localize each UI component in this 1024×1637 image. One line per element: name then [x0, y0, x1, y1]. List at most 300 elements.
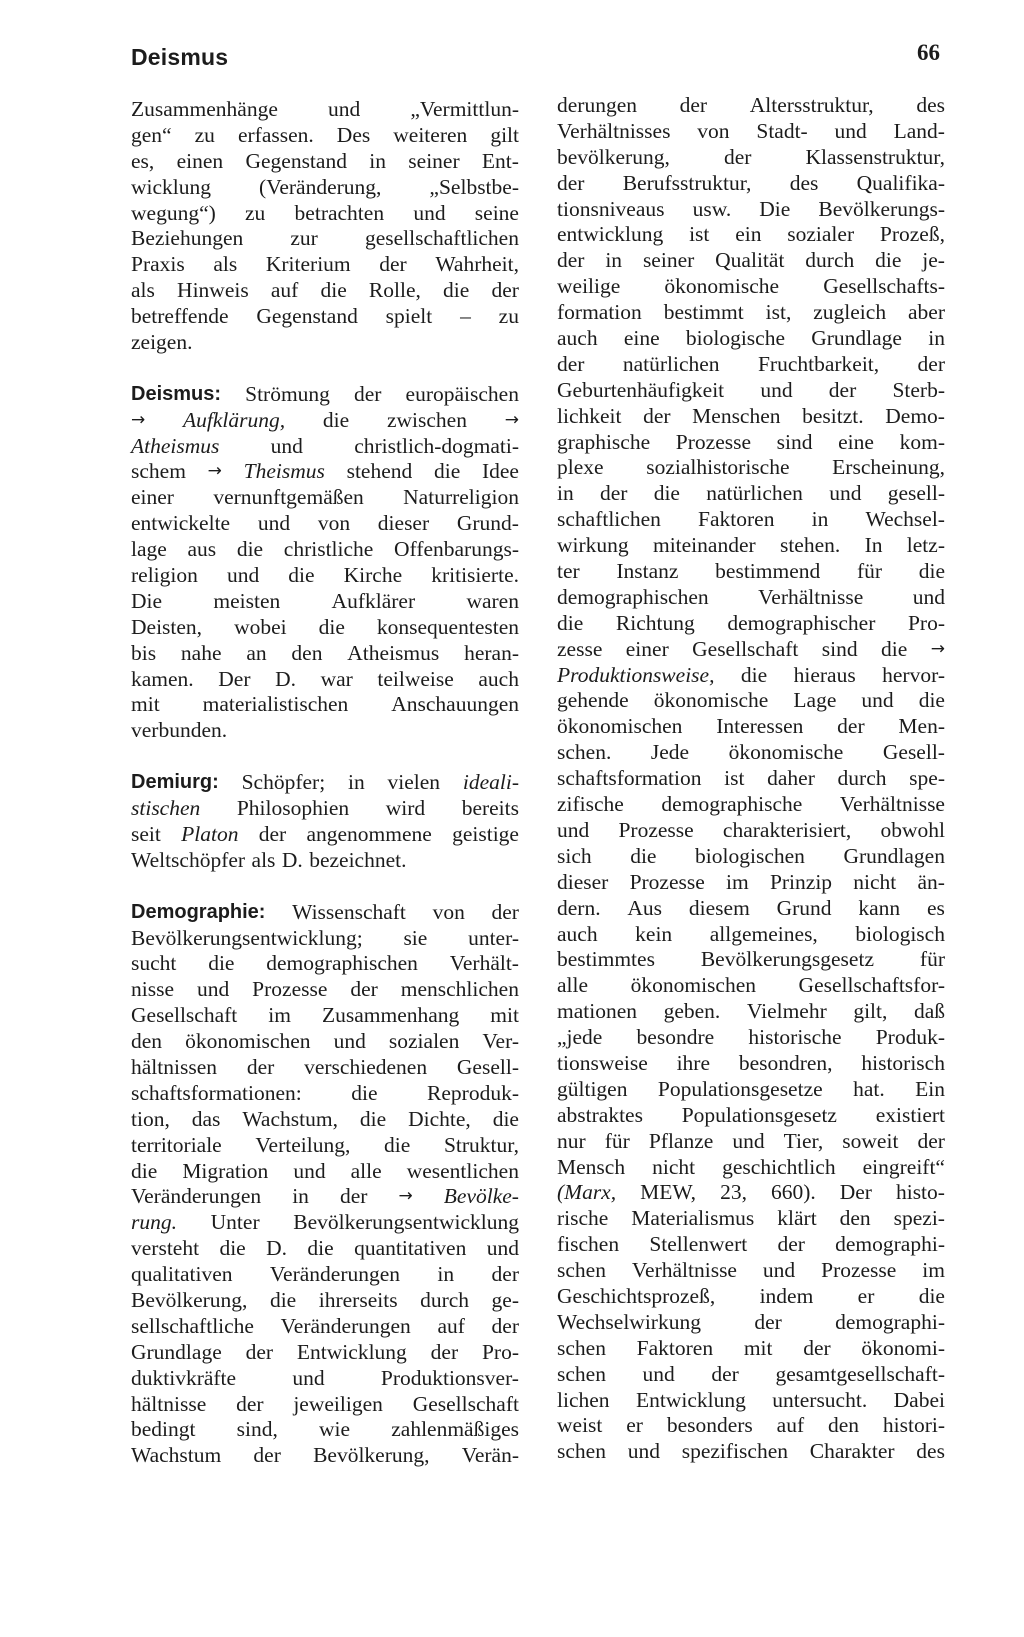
- word: Grund-: [456, 511, 519, 536]
- text-line: [557, 1129, 945, 1155]
- word: zahlenmäßiges: [391, 1417, 519, 1442]
- word: in: [437, 1262, 455, 1287]
- word: Bevölkerungsentwicklung;: [131, 925, 363, 950]
- word: rung.: [131, 1210, 177, 1235]
- word: der: [339, 1184, 368, 1209]
- word: Sterb-: [892, 377, 945, 402]
- cross-reference-arrow: →: [207, 461, 222, 482]
- text-line: [557, 533, 945, 559]
- word: Wechsel-: [865, 507, 945, 532]
- word: die: [351, 1080, 378, 1105]
- word: spezifischen: [681, 1439, 788, 1464]
- word: als: [131, 278, 155, 303]
- word: ökonomischen: [557, 714, 683, 739]
- word: ist: [689, 222, 710, 247]
- word: und: [486, 1236, 519, 1261]
- word: des: [789, 170, 819, 195]
- word: und: [327, 97, 361, 121]
- text-line: [557, 300, 945, 326]
- word: je-: [922, 248, 945, 273]
- text-line: [557, 688, 945, 714]
- word: duktivkräfte: [131, 1365, 237, 1390]
- word: in: [347, 770, 365, 795]
- word: territoriale: [131, 1132, 222, 1157]
- word: sucht: [131, 951, 177, 976]
- word: und: [732, 1128, 765, 1153]
- word: mit: [131, 692, 160, 717]
- text-line: [131, 926, 519, 952]
- text-line: [131, 1107, 519, 1133]
- word: zur: [290, 226, 318, 251]
- text-line: [131, 770, 519, 796]
- word: er: [857, 1283, 875, 1308]
- word: Offenbarungs-: [394, 537, 519, 562]
- word: hältnissen: [131, 1054, 217, 1079]
- word: Gesellschaft: [692, 636, 799, 661]
- word: Prinzip: [769, 869, 833, 894]
- word: die: [875, 248, 902, 273]
- word: demographischen: [266, 951, 418, 976]
- word: sind,: [236, 1417, 278, 1442]
- left-text-column: [131, 97, 519, 1469]
- text-line: [557, 663, 945, 689]
- word: schem: [131, 459, 186, 484]
- word: den: [131, 1029, 163, 1054]
- word: Ein: [915, 1076, 945, 1101]
- word: der: [828, 377, 857, 402]
- word: bestimmend: [715, 559, 821, 584]
- word: Altersstruktur,: [749, 93, 874, 117]
- text-line: [131, 1184, 519, 1210]
- word: ter: [557, 559, 580, 584]
- word: verbunden.: [131, 718, 228, 743]
- word: Zusammenhänge: [131, 97, 278, 121]
- text-line: [131, 1262, 519, 1288]
- word: miteinander: [652, 533, 756, 558]
- text-line: [131, 1314, 519, 1340]
- word: Grundlagen: [843, 843, 945, 868]
- word: die: [320, 278, 347, 303]
- text-line: [557, 1284, 945, 1310]
- word: sind: [821, 636, 858, 661]
- word: in: [811, 507, 829, 532]
- word: es,: [131, 148, 155, 173]
- word: (Veränderung,: [259, 174, 382, 199]
- word: bestimmtes: [557, 947, 655, 972]
- word: und: [292, 1365, 325, 1390]
- text-line: [131, 278, 519, 304]
- word: und: [760, 377, 793, 402]
- word: dieser: [557, 869, 609, 894]
- word: Pflanze: [648, 1128, 714, 1153]
- word: die: [219, 1236, 246, 1261]
- text-line: [557, 481, 945, 507]
- word: der: [643, 403, 671, 428]
- word: Bevölke-: [443, 1184, 519, 1209]
- word: kein: [635, 921, 673, 946]
- word: wird: [385, 796, 426, 821]
- word: Kirche: [343, 563, 403, 588]
- text-line: [557, 352, 945, 378]
- word: den: [827, 1413, 860, 1438]
- text-line: [557, 1362, 945, 1388]
- text-line: [131, 382, 519, 408]
- word: der: [354, 381, 382, 406]
- word: Qualität: [715, 248, 785, 273]
- word: durch: [837, 766, 887, 791]
- word: an: [246, 640, 267, 665]
- word: bereits: [461, 796, 519, 821]
- word: wie: [319, 1417, 351, 1442]
- word: 23,: [720, 1180, 747, 1205]
- word: demographischer: [727, 610, 876, 635]
- word: Stadt-: [756, 118, 808, 143]
- word: es: [927, 895, 945, 920]
- text-line: [131, 667, 519, 693]
- word: Wissenschaft: [292, 899, 406, 924]
- word: Grund: [776, 895, 832, 920]
- word: abstraktes: [557, 1102, 643, 1127]
- text-line: [131, 304, 519, 330]
- word: Bevölkerung,: [313, 1443, 430, 1468]
- word: als: [251, 847, 276, 872]
- word: dieser: [377, 511, 430, 536]
- word: dern.: [557, 895, 601, 920]
- text-line: [131, 1392, 519, 1418]
- word: Richtung: [615, 610, 695, 635]
- word: die: [288, 563, 315, 588]
- word: die: [918, 1283, 945, 1308]
- word: der: [837, 714, 865, 739]
- word: für: [919, 947, 945, 972]
- word: eine: [623, 326, 660, 351]
- word: Ent-: [481, 148, 519, 173]
- word: der: [711, 1361, 739, 1386]
- word: Fruchtbarkeit,: [757, 351, 880, 376]
- word: Dichte,: [408, 1106, 471, 1131]
- word: war: [320, 666, 353, 691]
- word: zugleich: [813, 300, 887, 325]
- word: Die: [131, 588, 163, 613]
- word: demographische: [661, 792, 803, 817]
- word: Beziehungen: [131, 226, 244, 251]
- word: und: [861, 688, 894, 713]
- word: Der: [218, 666, 251, 691]
- text-line: [131, 848, 519, 874]
- word: als: [213, 252, 238, 277]
- word: der: [723, 144, 752, 169]
- word: der: [754, 1309, 782, 1334]
- word: Klassenstruktur,: [805, 144, 945, 169]
- word: menschlichen: [400, 977, 519, 1002]
- text-line: [131, 796, 519, 822]
- cross-reference-arrow: →: [398, 1186, 413, 1207]
- word: Gesellschaft: [412, 1391, 519, 1416]
- word: Lage: [793, 688, 837, 713]
- word: auch: [557, 326, 598, 351]
- word: Wachstum,: [242, 1106, 338, 1131]
- word: –: [460, 304, 471, 329]
- text-line: [557, 559, 945, 585]
- word: Instanz: [616, 559, 679, 584]
- word: gesamtgesellschaft-: [775, 1361, 945, 1386]
- word: ideali-: [462, 770, 519, 795]
- text-line: [131, 1288, 519, 1314]
- text-line: [557, 1232, 945, 1258]
- text-line: [131, 1236, 519, 1262]
- word: sie: [403, 925, 428, 950]
- word: biologisch: [855, 921, 945, 946]
- text-line: [557, 248, 945, 274]
- text-line: [557, 1413, 945, 1439]
- word: sind: [776, 429, 813, 454]
- word: der: [430, 1339, 459, 1364]
- word: religion: [131, 563, 198, 588]
- word: gen“: [131, 122, 172, 147]
- word: mit: [490, 1003, 519, 1028]
- word: im: [268, 1003, 291, 1028]
- word: schaftlichen: [557, 507, 661, 532]
- word: Reproduk-: [427, 1080, 519, 1105]
- word: und: [196, 977, 230, 1002]
- word: Des: [336, 122, 371, 147]
- word: und: [642, 1361, 675, 1386]
- word: die: [443, 278, 470, 303]
- word: D.: [281, 847, 303, 872]
- word: wegung“): [131, 200, 216, 225]
- word: Bevölkerungsgesetz: [700, 947, 874, 972]
- text-line: [557, 1051, 945, 1077]
- word: hervor-: [882, 662, 945, 687]
- text-line: [131, 951, 519, 977]
- word: aus: [187, 537, 217, 562]
- word: zifische: [557, 792, 624, 817]
- word: der: [917, 351, 945, 376]
- text-line: [557, 870, 945, 896]
- word: Stellenwert: [649, 1232, 748, 1257]
- word: allgemeines,: [709, 921, 818, 946]
- text-line: [557, 585, 945, 611]
- word: vernunftgemäßen: [213, 485, 364, 510]
- word: Verän-: [461, 1443, 519, 1468]
- word: Prozesse: [675, 429, 752, 454]
- word: nicht: [652, 1154, 696, 1179]
- word: mit: [743, 1335, 773, 1360]
- text-line: [557, 792, 945, 818]
- word: das: [191, 1106, 221, 1131]
- word: und: [627, 1439, 660, 1464]
- word: hat.: [853, 1076, 885, 1101]
- word: Kriterium: [265, 252, 351, 277]
- word: Ver-: [482, 1029, 519, 1054]
- word: Land-: [893, 118, 945, 143]
- text-line: [131, 537, 519, 563]
- word: bis: [131, 640, 157, 665]
- text-line: [131, 563, 519, 589]
- word: Geburtenhäufigkeit: [557, 377, 725, 402]
- word: Materialismus: [631, 1206, 755, 1231]
- word: sozialen: [388, 1029, 460, 1054]
- word: christliche: [283, 537, 374, 562]
- word: „Selbstbe-: [429, 174, 519, 199]
- word: materialistischen: [202, 692, 349, 717]
- text-line: [131, 900, 519, 926]
- word: die: [318, 614, 345, 639]
- text-line: [557, 274, 945, 300]
- text-line: [557, 1103, 945, 1129]
- word: Charakter: [809, 1439, 895, 1464]
- word: indem: [759, 1283, 814, 1308]
- word: von: [697, 118, 730, 143]
- text-line: [131, 226, 519, 252]
- text-line: [131, 252, 519, 278]
- word: demographi-: [835, 1309, 945, 1334]
- word: Philosophien: [236, 796, 350, 821]
- word: der: [379, 252, 407, 277]
- word: erfassen.: [237, 122, 314, 147]
- word: der: [679, 93, 708, 117]
- word: die: [433, 459, 461, 484]
- word: Gegenstand: [245, 148, 347, 173]
- word: zwischen: [386, 407, 467, 432]
- word: soweit: [842, 1128, 899, 1153]
- text-line: [131, 1159, 519, 1185]
- word: Qualifika-: [856, 170, 945, 195]
- text-line: [557, 171, 945, 197]
- word: histo-: [895, 1180, 945, 1205]
- word: konsequentesten: [376, 614, 519, 639]
- word: ihre: [676, 1050, 711, 1075]
- word: lichkeit: [557, 403, 622, 428]
- paragraph-gap: [131, 744, 519, 770]
- word: demographischen: [557, 584, 709, 609]
- text-line: [131, 1443, 519, 1469]
- word: Verhältnisse: [839, 792, 945, 817]
- text-line: [131, 97, 519, 123]
- word: Prozeß,: [879, 222, 945, 247]
- word: Atheismus: [347, 640, 440, 665]
- word: quantitativen: [354, 1236, 467, 1261]
- word: Demo-: [885, 403, 945, 428]
- word: än-: [917, 869, 945, 894]
- word: auf: [437, 1313, 465, 1338]
- text-line: [131, 1003, 519, 1029]
- word: 660).: [770, 1180, 816, 1205]
- word: schen.: [557, 740, 612, 765]
- paragraph-gap: [131, 874, 519, 900]
- word: gesell-: [887, 481, 945, 506]
- text-line: [131, 149, 519, 175]
- word: für: [604, 1128, 630, 1153]
- word: zeigen.: [131, 330, 193, 355]
- text-line: [557, 119, 945, 145]
- word: ökonomi-: [861, 1335, 945, 1360]
- word: der: [253, 1443, 281, 1468]
- word: die: [630, 843, 657, 868]
- word: Unter: [210, 1210, 260, 1235]
- word: besondren,: [738, 1050, 833, 1075]
- text-line: [131, 615, 519, 641]
- word: Atheismus: [131, 433, 220, 458]
- word: daß: [913, 999, 945, 1024]
- word: seit: [131, 821, 161, 846]
- word: in: [369, 148, 386, 173]
- word: Zusammenhang: [321, 1003, 460, 1028]
- word: seiner: [642, 248, 695, 273]
- word: und: [333, 1029, 366, 1054]
- word: die: [384, 1132, 411, 1157]
- word: Verteilung,: [255, 1132, 351, 1157]
- word: Faktoren: [698, 507, 775, 532]
- word: und: [912, 584, 945, 609]
- word: Prozesse: [252, 977, 328, 1002]
- text-line: [131, 408, 519, 434]
- word: die: [208, 951, 235, 976]
- word: und: [834, 118, 867, 143]
- text-line: [131, 1133, 519, 1159]
- page-number: 66: [917, 40, 940, 65]
- word: schaftsformationen:: [131, 1080, 302, 1105]
- word: der: [491, 899, 519, 924]
- text-line: [557, 326, 945, 352]
- text-line: [557, 896, 945, 922]
- word: wobei: [234, 614, 287, 639]
- word: des: [916, 1439, 945, 1464]
- word: schaftsformation: [557, 766, 702, 791]
- text-line: [557, 1077, 945, 1103]
- text-line: [557, 93, 945, 119]
- word: Produktionsver-: [380, 1365, 519, 1390]
- word: weist: [557, 1413, 603, 1438]
- word: lichen: [557, 1387, 610, 1412]
- word: Tier,: [783, 1128, 824, 1153]
- text-line: [131, 1340, 519, 1366]
- word: bezeichnet.: [309, 847, 407, 872]
- word: alle: [557, 973, 589, 998]
- text-line: [557, 145, 945, 171]
- word: Weltschöpfer: [131, 847, 246, 872]
- text-line: [557, 1180, 945, 1206]
- text-line: [131, 641, 519, 667]
- word: Strömung: [245, 381, 330, 406]
- word: Struktur,: [443, 1132, 519, 1157]
- word: wicklung: [131, 174, 212, 199]
- word: Schöpfer;: [241, 770, 326, 795]
- word: den: [291, 640, 323, 665]
- word: angenommene: [306, 821, 432, 846]
- word: D.: [266, 1236, 288, 1261]
- word: Populationsgesetze: [657, 1076, 823, 1101]
- word: von: [432, 899, 465, 924]
- word: und: [413, 200, 446, 225]
- word: der: [258, 821, 287, 846]
- word: formation: [557, 300, 642, 325]
- word: versteht: [131, 1236, 200, 1261]
- word: die: [740, 662, 768, 687]
- word: die: [269, 1287, 297, 1312]
- entry-term: Deismus:: [131, 382, 222, 405]
- text-line: [557, 1439, 945, 1465]
- word: gilt,: [853, 999, 888, 1024]
- word: charakterisiert,: [722, 817, 852, 842]
- word: gültigen: [557, 1076, 628, 1101]
- word: und: [829, 481, 862, 506]
- word: europäischen: [405, 381, 519, 406]
- word: Migration: [182, 1158, 269, 1183]
- paragraph-gap: [131, 356, 519, 382]
- text-line: [131, 1366, 519, 1392]
- word: Idee: [481, 459, 519, 484]
